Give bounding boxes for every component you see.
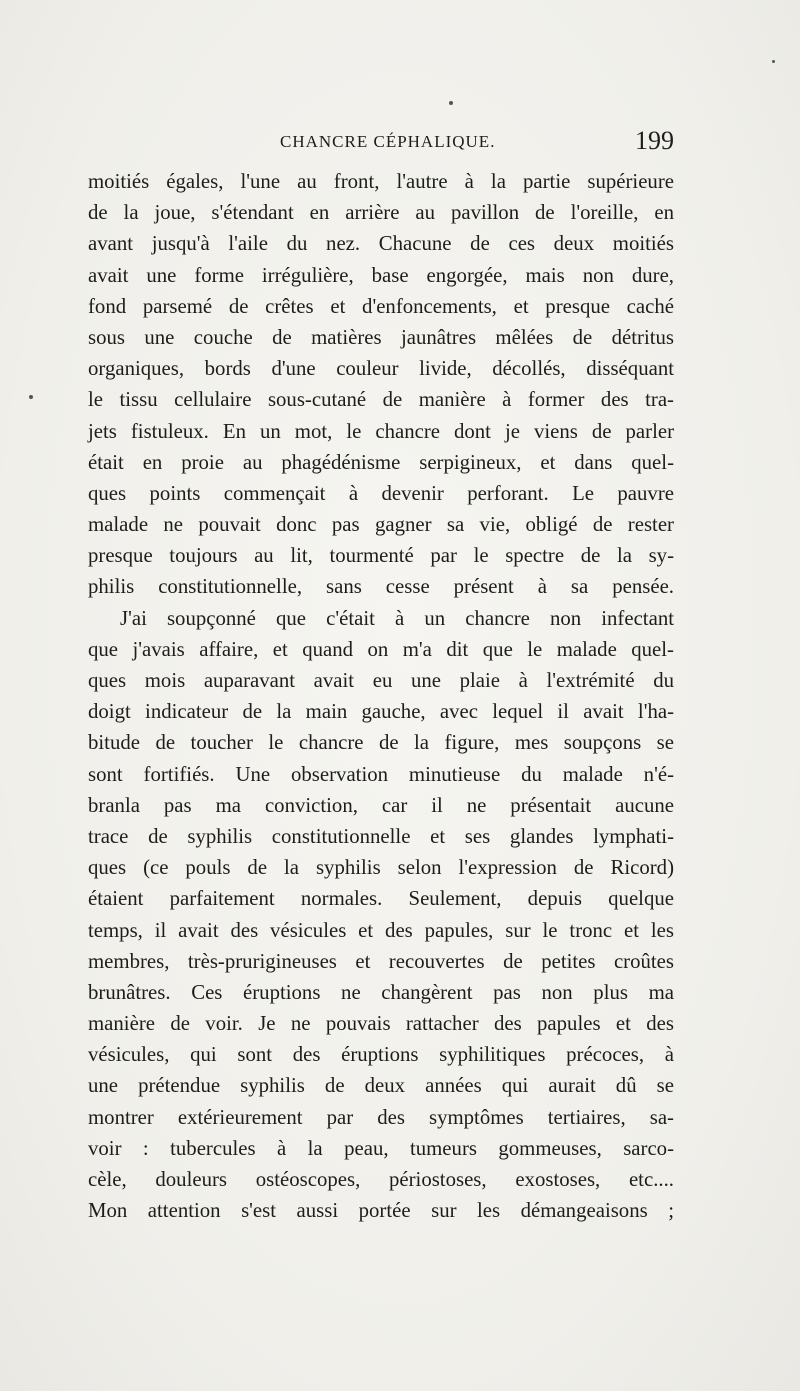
body-text [88, 166, 674, 1226]
page-number: 199 [635, 126, 674, 155]
text-line: cèle, douleurs ostéoscopes, périostoses, exostoses, etc.... [88, 1168, 674, 1191]
ink-speck [449, 101, 453, 105]
text-line: ques mois auparavant avait eu une plaie à l'extrémité du [88, 669, 674, 692]
running-header [88, 126, 674, 160]
text-line: avant jusqu'à l'aile du nez. Chacune de ces deux moitiés [88, 232, 674, 256]
text-line: malade ne pouvait donc pas gagner sa vie, obligé de rester [88, 513, 674, 537]
text-line: sont fortifiés. Une observation minutieuse du malade n'é- [88, 762, 674, 786]
text-line: était en proie au phagédénisme serpigineux, et dans quel- [88, 450, 674, 474]
text-line: sous une couche de matières jaunâtres mêlées de détritus [88, 325, 674, 349]
text-line: moitiés égales, l'une au front, l'autre à la partie supérieure [88, 170, 674, 193]
text-line: une prétendue syphilis de deux années qui aurait dû se [88, 1074, 674, 1098]
text-line: de la joue, s'étendant en arrière au pavillon de l'oreille, en [88, 201, 674, 225]
text-line: jets fistuleux. En un mot, le chancre dont je viens de parler [88, 419, 674, 443]
text-line: montrer extérieurement par des symptômes tertiaires, sa- [88, 1105, 674, 1129]
text-line: Mon attention s'est aussi portée sur les démangeaisons ; [88, 1199, 674, 1223]
text-line: trace de syphilis constitutionnelle et ses glandes lymphati- [88, 824, 674, 848]
ink-speck [772, 60, 775, 63]
text-line: doigt indicateur de la main gauche, avec lequel il avait l'ha- [88, 700, 674, 724]
running-title: CHANCRE CÉPHALIQUE. [280, 132, 496, 151]
paragraph-first-line: J'ai soupçonné que c'était à un chancre non infectant [120, 606, 674, 630]
text-line: organiques, bords d'une couleur livide, décollés, disséquant [88, 357, 674, 381]
text-line: membres, très-prurigineuses et recouvertes de petites croûtes [88, 949, 674, 973]
text-line: ques points commençait à devenir perforant. Le pauvre [88, 481, 674, 505]
text-line: manière de voir. Je ne pouvais rattacher des papules et des [88, 1012, 674, 1036]
text-line: philis constitutionnelle, sans cesse présent à sa pensée. [88, 575, 674, 599]
text-line: vésicules, qui sont des éruptions syphilitiques précoces, à [88, 1043, 674, 1067]
text-line: le tissu cellulaire sous-cutané de manière à former des tra- [88, 388, 674, 412]
text-line: presque toujours au lit, tourmenté par le spectre de la sy- [88, 544, 674, 568]
text-line: voir : tubercules à la peau, tumeurs gommeuses, sarco- [88, 1136, 674, 1160]
text-line: étaient parfaitement normales. Seulement, depuis quelque [88, 887, 674, 911]
text-line: fond parsemé de crêtes et d'enfoncements, et presque caché [88, 294, 674, 318]
text-line: ques (ce pouls de la syphilis selon l'expression de Ricord) [88, 856, 674, 880]
text-line: que j'avais affaire, et quand on m'a dit que le malade quel- [88, 637, 674, 661]
text-line: brunâtres. Ces éruptions ne changèrent pas non plus ma [88, 980, 674, 1004]
text-line: temps, il avait des vésicules et des papules, sur le tronc et les [88, 918, 674, 942]
ink-speck [29, 395, 33, 399]
text-line: bitude de toucher le chancre de la figure, mes soupçons se [88, 731, 674, 755]
text-line: branla pas ma conviction, car il ne présentait aucune [88, 793, 674, 817]
text-line: avait une forme irrégulière, base engorgée, mais non dure, [88, 263, 674, 287]
